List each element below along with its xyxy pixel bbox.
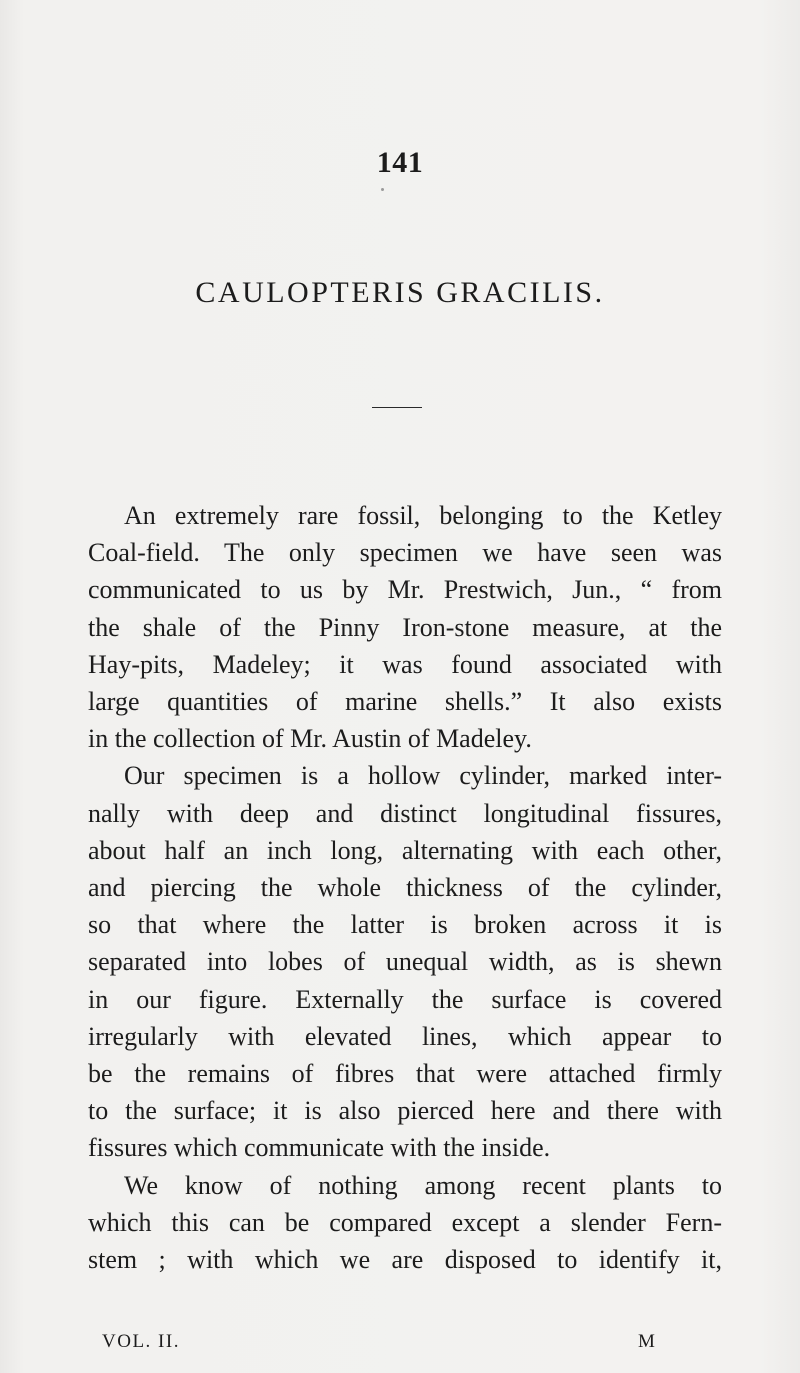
text-line: to the surface; it is also pierced here and there with <box>88 1096 722 1126</box>
volume-marker: VOL. II. <box>102 1331 180 1352</box>
text-line: in the collection of Mr. Austin of Madeley. <box>88 724 532 754</box>
text-line: nally with deep and distinct longitudinal fissures, <box>88 798 722 828</box>
text-line: so that where the latter is broken across it is <box>88 910 722 940</box>
signature-mark: M <box>638 1331 657 1352</box>
text-line: and piercing the whole thickness of the cylinder, <box>88 873 722 903</box>
text-line: Hay-pits, Madeley; it was found associated with <box>88 649 722 679</box>
text-line: We know of nothing among recent plants to <box>124 1170 722 1200</box>
text-line: irregularly with elevated lines, which appear to <box>88 1021 722 1051</box>
page-number: 141 <box>376 146 424 179</box>
text-line: stem ; with which we are disposed to identify it, <box>88 1245 722 1275</box>
text-line: the shale of the Pinny Iron-stone measure, at the <box>88 612 722 642</box>
body-text <box>88 497 722 1278</box>
text-line: fissures which communicate with the inside. <box>88 1133 551 1163</box>
page-title: CAULOPTERIS GRACILIS. <box>195 276 605 309</box>
text-line: An extremely rare fossil, belonging to the Ketley <box>124 501 722 530</box>
title-rule <box>372 407 422 408</box>
text-line: large quantities of marine shells.” It also exists <box>88 687 722 717</box>
text-line: be the remains of fibres that were attached firmly <box>88 1059 722 1089</box>
text-line: separated into lobes of unequal width, as is shewn <box>88 947 722 977</box>
text-line: Coal-field. The only specimen we have seen was <box>88 538 722 568</box>
text-line: about half an inch long, alternating with each other, <box>88 835 722 865</box>
text-line: Our specimen is a hollow cylinder, marked inter- <box>124 761 722 791</box>
text-line: which this can be compared except a slender Fern- <box>88 1207 722 1237</box>
text-line: in our figure. Externally the surface is covered <box>88 984 722 1014</box>
print-speck <box>381 188 384 191</box>
text-line: communicated to us by Mr. Prestwich, Jun., “ from <box>88 575 722 605</box>
